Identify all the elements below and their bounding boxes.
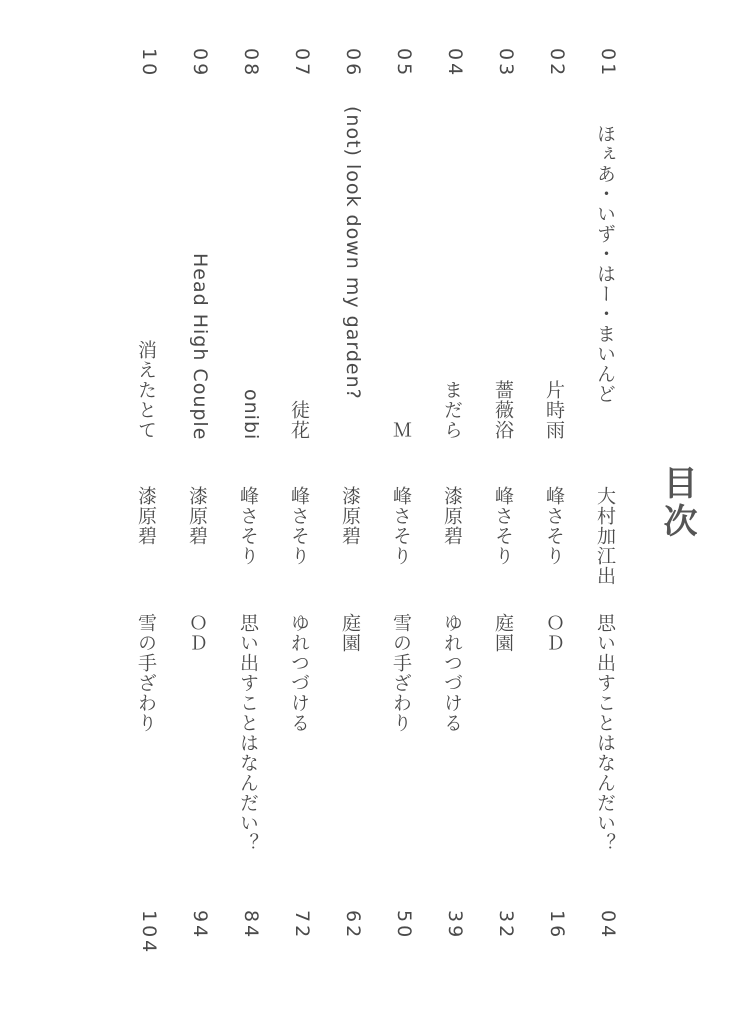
entry-author: 峰さそり [492, 486, 514, 566]
entry-number: 05 [393, 48, 415, 79]
entry-circle: 雪の手ざわり [390, 613, 412, 733]
toc-entry-10 [124, 40, 160, 980]
entry-work-title: ほぇあ・いず・はー・まいんど [594, 124, 616, 404]
entry-circle: 思い出すことはなんだい？ [594, 613, 616, 853]
entry-page: 104 [138, 910, 160, 956]
entry-page: 32 [495, 910, 517, 941]
entry-page: 50 [393, 910, 415, 941]
entry-number: 06 [342, 48, 364, 79]
entry-circle: ゆれつづける [441, 613, 463, 733]
entry-work-title: 徒花 [288, 400, 310, 440]
entry-work-title: 消えたとて [135, 340, 157, 440]
toc-entry-07 [277, 40, 313, 980]
entry-circle: ＯＤ [186, 613, 208, 653]
entry-circle: 雪の手ざわり [135, 613, 157, 733]
entry-work-title: まだら [441, 380, 463, 440]
entry-number: 03 [495, 48, 517, 79]
entry-author: 漆原碧 [339, 486, 361, 546]
entry-circle: 庭園 [339, 613, 361, 653]
entry-author: 峰さそり [237, 486, 259, 566]
toc-entry-05 [379, 40, 415, 980]
toc-entry-02 [532, 40, 568, 980]
entry-circle: ＯＤ [543, 613, 565, 653]
entry-page: 72 [291, 910, 313, 941]
entry-circle: 思い出すことはなんだい？ [237, 613, 259, 853]
entry-number: 01 [597, 48, 619, 79]
entry-page: 04 [597, 910, 619, 941]
page-title: 目次 [657, 465, 697, 541]
entry-number: 09 [189, 48, 211, 79]
entry-page: 62 [342, 910, 364, 941]
entry-number: 02 [546, 48, 568, 79]
entry-number: 07 [291, 48, 313, 79]
entry-work-title: (not) look down my garden? [342, 106, 364, 400]
entry-author: 漆原碧 [135, 486, 157, 546]
entry-author: 漆原碧 [186, 486, 208, 546]
entry-author: 峰さそり [390, 486, 412, 566]
toc-entry-08 [226, 40, 262, 980]
entry-author: 峰さそり [543, 486, 565, 566]
entry-circle: ゆれつづける [288, 613, 310, 733]
entry-number: 04 [444, 48, 466, 79]
entry-author: 大村加江出 [594, 486, 616, 586]
toc-entry-06 [328, 40, 364, 980]
entry-number: 10 [138, 48, 160, 79]
entry-page: 39 [444, 910, 466, 941]
entry-page: 84 [240, 910, 262, 941]
entry-author: 漆原碧 [441, 486, 463, 546]
entry-work-title: Ｍ [390, 420, 412, 440]
toc-entry-03 [481, 40, 517, 980]
toc-entry-04 [430, 40, 466, 980]
entry-page: 16 [546, 910, 568, 941]
entry-number: 08 [240, 48, 262, 79]
toc-entry-01 [583, 40, 619, 980]
entry-author: 峰さそり [288, 486, 310, 566]
entry-work-title: onibi [240, 388, 262, 440]
entry-work-title: 薔薇浴 [492, 380, 514, 440]
entry-work-title: 片時雨 [543, 380, 565, 440]
entry-work-title: Head High Couple [189, 252, 211, 440]
entry-circle: 庭園 [492, 613, 514, 653]
entry-page: 94 [189, 910, 211, 941]
toc-entry-09 [175, 40, 211, 980]
